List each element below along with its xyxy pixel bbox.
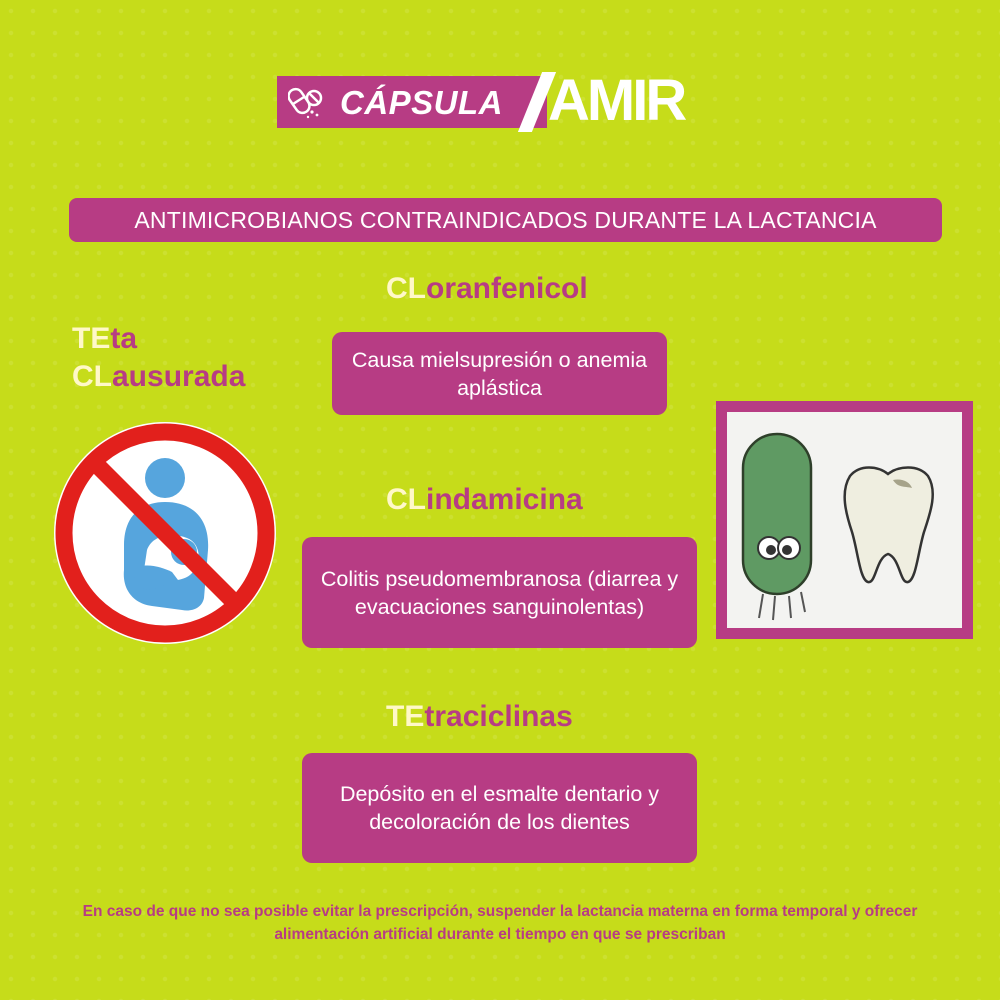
effect-box-clindamicina: Colitis pseudomembranosa (diarrea y evacuaciones sanguinolentas): [302, 537, 697, 648]
drug-name: traciclinas: [424, 700, 573, 733]
drug-name: oranfenicol: [426, 272, 588, 305]
mnemonic-line-2: [72, 358, 245, 396]
drug-highlight: CL: [386, 272, 426, 305]
logo-amir: AMIR: [548, 68, 685, 133]
logo-capsula: CÁPSULA: [340, 84, 504, 121]
drug-name: indamicina: [426, 483, 583, 516]
drug-heading-clindamicina: [386, 483, 583, 517]
mnemonic-highlight: TE: [72, 322, 111, 355]
footer-note: En caso de que no sea posible evitar la prescripción, suspender la lactancia materna en forma temporal y ofrecer alimentación artificial durante el tiempo en que se prescriban: [82, 903, 918, 943]
drug-highlight: TE: [386, 700, 425, 733]
mnemonic-highlight: CL: [72, 360, 112, 393]
effect-box-cloranfenicol: Causa mielsupresión o anemia aplástica: [332, 332, 667, 415]
no-breastfeeding-icon: [52, 420, 278, 646]
effect-box-tetraciclinas: Depósito en el esmalte dentario y decoloración de los dientes: [302, 753, 697, 863]
tooth-illustration: [838, 462, 938, 587]
drug-heading-cloranfenicol: [386, 272, 588, 306]
page-title: ANTIMICROBIANOS CONTRAINDICADOS DURANTE LA LACTANCIA: [69, 198, 942, 242]
mnemonic: [72, 320, 245, 396]
pill-icon: [288, 82, 328, 122]
drug-highlight: CL: [386, 483, 426, 516]
mnemonic-text: ausurada: [112, 360, 246, 393]
mnemonic-line-1: [72, 320, 245, 358]
mnemonic-text: ta: [110, 322, 138, 355]
drug-heading-tetraciclinas: [386, 700, 573, 734]
